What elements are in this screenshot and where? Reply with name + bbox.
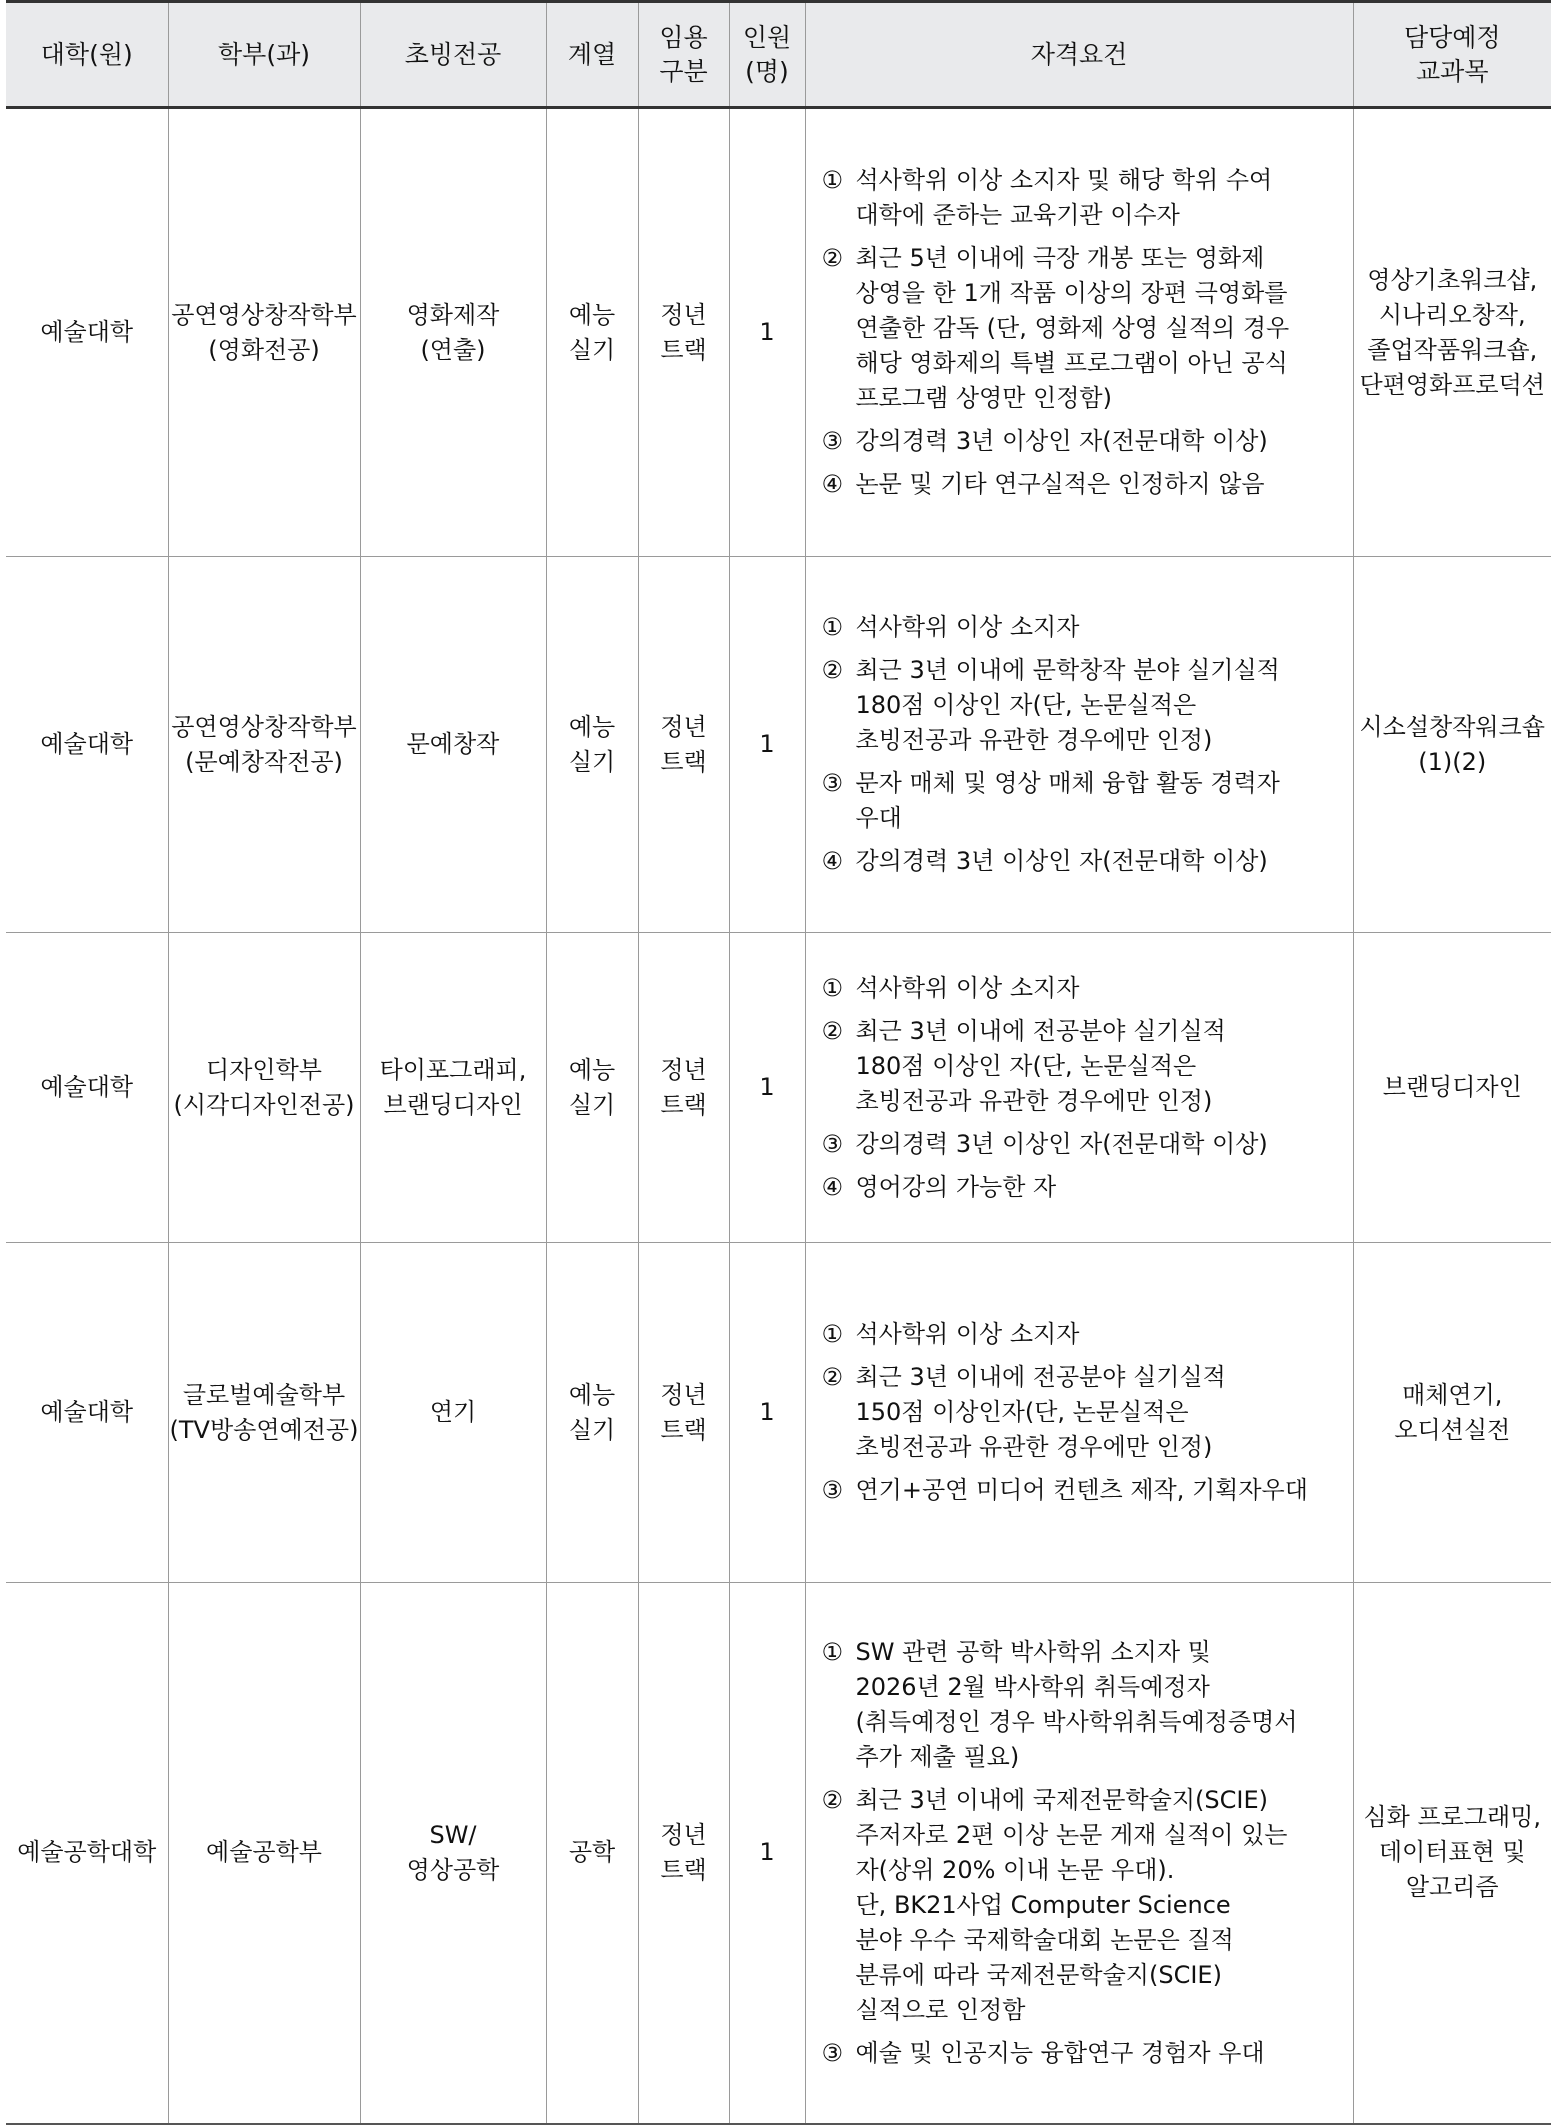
- table-row: [6, 1243, 1551, 1583]
- requirements-cell: [805, 1243, 1353, 1583]
- requirement-number: ①: [821, 166, 844, 194]
- requirement-text: 최근 3년 이내에 전공분야 실기실적 150점 이상인자(단, 논문실적은 초빙전공과 유관한 경우에만 인정): [855, 1363, 1226, 1461]
- requirement-text: 최근 5년 이내에 극장 개봉 또는 영화제 상영을 한 1개 작품 이상의 장편 극영화를 연출한 감독 (단, 영화제 상영 실적의 경우 해당 영화제의 특별 프로그램이 아닌 공식 프로그램 상영만 인정함): [855, 244, 1290, 412]
- department-cell: 공연영상창작학부 (영화전공): [168, 108, 360, 557]
- requirement-number: ②: [821, 1363, 844, 1391]
- courses-cell: 매체연기, 오디션실전: [1353, 1243, 1551, 1583]
- header-appointment: 임용 구분: [638, 2, 729, 108]
- college-cell: 예술대학: [6, 1243, 168, 1583]
- category-cell: 예능 실기: [546, 557, 638, 933]
- recruitment-table-wrapper: [6, 0, 1551, 2125]
- requirement-text: 석사학위 이상 소지자: [855, 973, 1080, 1002]
- field-cell: 문예창작: [360, 557, 546, 933]
- requirement-text: 석사학위 이상 소지자: [855, 1320, 1080, 1348]
- header-college: 대학(원): [6, 2, 168, 108]
- requirement-item: [822, 2036, 1335, 2071]
- requirement-text: 석사학위 이상 소지자 및 해당 학위 수여 대학에 준하는 교육기관 이수자: [855, 166, 1273, 229]
- requirement-text: 최근 3년 이내에 전공분야 실기실적 180점 이상인 자(단, 논문실적은 초빙전공과 유관한 경우에만 인정): [855, 1016, 1226, 1115]
- requirement-number: ③: [821, 427, 844, 455]
- category-cell: 예능 실기: [546, 1243, 638, 1583]
- appointment-cell: 정년 트랙: [638, 557, 729, 933]
- count-cell: 1: [729, 933, 805, 1243]
- appointment-cell: 정년 트랙: [638, 1243, 729, 1583]
- category-cell: 예능 실기: [546, 933, 638, 1243]
- requirement-item: [822, 163, 1335, 233]
- courses-cell: 영상기초워크샵, 시나리오창작, 졸업작품워크숍, 단편영화프로덕션: [1353, 108, 1551, 557]
- requirement-text: 최근 3년 이내에 문학창작 분야 실기실적 180점 이상인 자(단, 논문실적은 초빙전공과 유관한 경우에만 인정): [855, 656, 1280, 754]
- requirement-item: [822, 424, 1335, 459]
- header-department: 학부(과): [168, 2, 360, 108]
- requirement-number: ④: [821, 470, 844, 498]
- college-cell: 예술공학대학: [6, 1583, 168, 2124]
- requirement-item: [822, 1473, 1335, 1508]
- requirement-item: [822, 1014, 1335, 1119]
- requirement-item: [822, 1783, 1335, 2028]
- requirement-number: ①: [821, 1320, 844, 1348]
- field-cell: 타이포그래피, 브랜딩디자인: [360, 933, 546, 1243]
- requirements-cell: [805, 557, 1353, 933]
- requirement-text: 석사학위 이상 소지자: [855, 613, 1080, 641]
- requirement-item: [822, 653, 1335, 758]
- requirement-item: [822, 766, 1335, 836]
- requirement-text: 논문 및 기타 연구실적은 인정하지 않음: [855, 470, 1265, 498]
- college-cell: 예술대학: [6, 557, 168, 933]
- requirement-text: SW 관련 공학 박사학위 소지자 및 2026년 2월 박사학위 취득예정자 (취득예정인 경우 박사학위취득예정증명서 추가 제출 필요): [855, 1637, 1298, 1771]
- appointment-cell: 정년 트랙: [638, 933, 729, 1243]
- table-row: [6, 1583, 1551, 2124]
- table-row: [6, 557, 1551, 933]
- department-cell: 글로벌예술학부 (TV방송연예전공): [168, 1243, 360, 1583]
- department-cell: 디자인학부 (시각디자인전공): [168, 933, 360, 1243]
- requirement-number: ③: [821, 1476, 844, 1504]
- requirement-item: [822, 1127, 1335, 1162]
- category-cell: 공학: [546, 1583, 638, 2124]
- requirement-number: ③: [821, 2038, 844, 2067]
- header-requirements: 자격요건: [805, 2, 1353, 108]
- requirement-item: [822, 1360, 1335, 1465]
- requirement-text: 문자 매체 및 영상 매체 융합 활동 경력자 우대: [855, 769, 1280, 832]
- requirement-text: 최근 3년 이내에 국제전문학술지(SCIE) 주저자로 2편 이상 논문 게재 실적이 있는 자(상위 20% 이내 논문 우대). 단, BK21사업 Computer Science 분야 우수 국제학술대회 논문은 질적 분류에 따라 국제전문학술지(SCIE) 실적으로 인정함: [855, 1785, 1288, 2024]
- requirement-item: [822, 1635, 1335, 1775]
- header-courses: 담당예정 교과목: [1353, 2, 1551, 108]
- requirement-item: [822, 610, 1335, 645]
- requirement-item: [822, 971, 1335, 1006]
- requirement-number: ③: [821, 769, 844, 797]
- department-cell: 예술공학부: [168, 1583, 360, 2124]
- requirement-item: [822, 1170, 1335, 1205]
- courses-cell: 심화 프로그래밍, 데이터표현 및 알고리즘: [1353, 1583, 1551, 2124]
- requirement-number: ②: [821, 1785, 844, 1814]
- field-cell: 영화제작 (연출): [360, 108, 546, 557]
- table-header: [6, 2, 1551, 108]
- requirement-text: 강의경력 3년 이상인 자(전문대학 이상): [855, 847, 1268, 875]
- requirement-text: 연기+공연 미디어 컨텐츠 제작, 기획자우대: [855, 1476, 1308, 1504]
- requirement-number: ④: [821, 1172, 844, 1201]
- requirement-number: ③: [821, 1129, 844, 1158]
- requirement-number: ②: [821, 656, 844, 684]
- table-body: [6, 108, 1551, 2124]
- requirement-number: ②: [821, 1016, 844, 1045]
- department-cell: 공연영상창작학부 (문예창작전공): [168, 557, 360, 933]
- count-cell: 1: [729, 1583, 805, 2124]
- field-cell: 연기: [360, 1243, 546, 1583]
- header-category: 계열: [546, 2, 638, 108]
- college-cell: 예술대학: [6, 933, 168, 1243]
- header-field: 초빙전공: [360, 2, 546, 108]
- requirement-text: 예술 및 인공지능 융합연구 경험자 우대: [855, 2038, 1265, 2067]
- courses-cell: 브랜딩디자인: [1353, 933, 1551, 1243]
- requirements-cell: [805, 933, 1353, 1243]
- count-cell: 1: [729, 557, 805, 933]
- requirements-cell: [805, 108, 1353, 557]
- requirement-text: 강의경력 3년 이상인 자(전문대학 이상): [855, 1129, 1268, 1158]
- table-row: [6, 108, 1551, 557]
- category-cell: 예능 실기: [546, 108, 638, 557]
- college-cell: 예술대학: [6, 108, 168, 557]
- header-row: [6, 2, 1551, 108]
- appointment-cell: 정년 트랙: [638, 1583, 729, 2124]
- table-row: [6, 933, 1551, 1243]
- requirement-number: ②: [821, 244, 844, 272]
- requirement-item: [822, 1317, 1335, 1352]
- requirement-number: ①: [821, 973, 844, 1002]
- count-cell: 1: [729, 1243, 805, 1583]
- courses-cell: 시소설창작워크숍 (1)(2): [1353, 557, 1551, 933]
- header-count: 인원 (명): [729, 2, 805, 108]
- requirement-item: [822, 844, 1335, 879]
- requirement-item: [822, 241, 1335, 416]
- recruitment-table: [6, 0, 1551, 2125]
- requirement-item: [822, 467, 1335, 502]
- requirement-number: ①: [821, 613, 844, 641]
- requirement-number: ①: [821, 1637, 844, 1666]
- requirements-cell: [805, 1583, 1353, 2124]
- count-cell: 1: [729, 108, 805, 557]
- appointment-cell: 정년 트랙: [638, 108, 729, 557]
- requirement-number: ④: [821, 847, 844, 875]
- field-cell: SW/ 영상공학: [360, 1583, 546, 2124]
- requirement-text: 강의경력 3년 이상인 자(전문대학 이상): [855, 427, 1268, 455]
- requirement-text: 영어강의 가능한 자: [855, 1172, 1057, 1201]
